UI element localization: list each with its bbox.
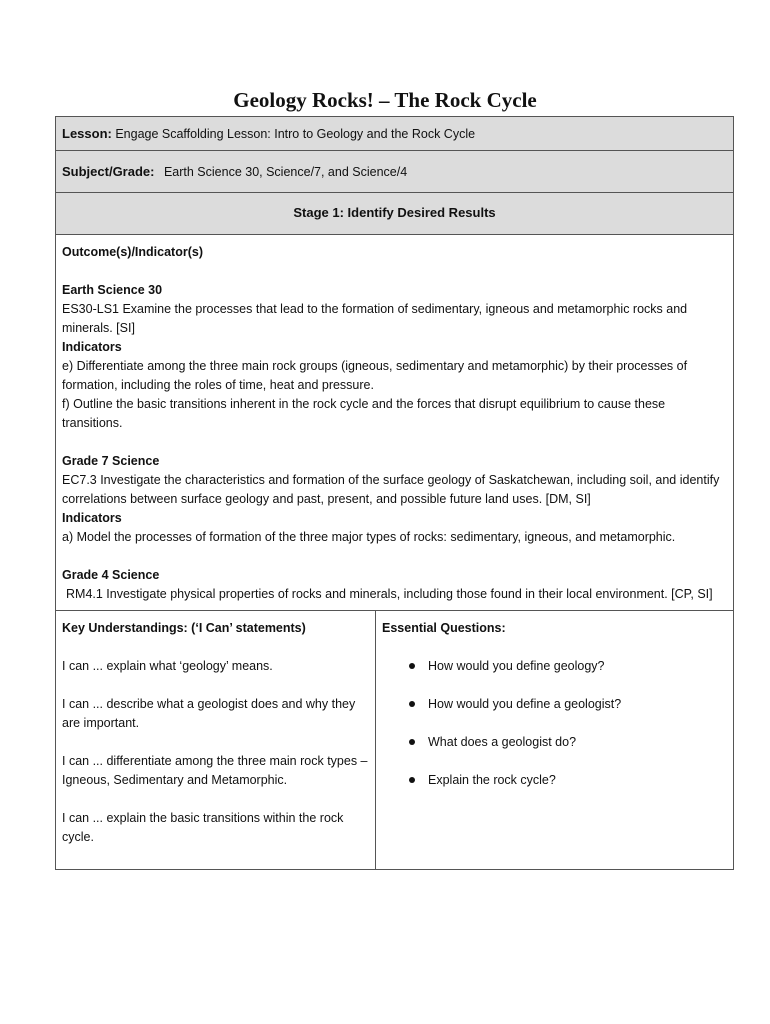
essential-questions-cell	[376, 611, 733, 869]
document-title: Geology Rocks! – The Rock Cycle	[233, 88, 537, 112]
grade7-indicators-label: Indicators	[62, 511, 122, 525]
earth-science-indicators-label: Indicators	[62, 340, 122, 354]
question-item	[382, 733, 727, 752]
earth-science-indicator-f: f) Outline the basic transitions inherent in the rock cycle and the forces that disrupt equilibrium to cause these transitions.	[62, 397, 666, 430]
lesson-row	[56, 117, 733, 151]
subject-grade-row	[56, 151, 733, 193]
lesson-label: Lesson:	[62, 126, 112, 141]
essential-questions-heading: Essential Questions:	[382, 621, 506, 635]
stage-heading-row	[56, 193, 733, 235]
grade4-outcome: RM4.1 Investigate physical properties of rocks and minerals, including those found in their local environment. [CP, SI]	[66, 587, 713, 601]
earth-science-indicator-e: e) Differentiate among the three main rock groups (igneous, sedimentary and metamorphic) by their processes of formation, including the roles of time, heat and pressure.	[62, 359, 688, 392]
understanding-item: I can ... describe what a geologist does and why they are important.	[62, 697, 356, 730]
key-understandings-heading: Key Understandings: (‘I Can’ statements)	[62, 621, 306, 635]
question-item	[382, 771, 727, 790]
bullet-icon	[409, 663, 415, 669]
earth-science-outcome: ES30-LS1 Examine the processes that lead to the formation of sedimentary, igneous and metamorphic rocks and minerals. [SI]	[62, 302, 688, 335]
bullet-icon	[409, 777, 415, 783]
key-understandings-cell	[56, 611, 376, 869]
subject-grade-value: Earth Science 30, Science/7, and Science/4	[163, 165, 408, 179]
lesson-value: Engage Scaffolding Lesson: Intro to Geology and the Rock Cycle	[115, 127, 476, 141]
essential-questions-list	[382, 657, 727, 790]
subject-grade-label: Subject/Grade:	[62, 164, 155, 179]
understandings-questions-row	[56, 611, 733, 869]
grade7-title: Grade 7 Science	[62, 454, 160, 468]
outcomes-section	[56, 235, 733, 611]
lesson-plan-table	[55, 116, 734, 870]
grade7-indicator-a: a) Model the processes of formation of the three major types of rocks: sedimentary, igneous, and metamorphic.	[62, 530, 676, 544]
question-text: Explain the rock cycle?	[428, 773, 556, 787]
understanding-item: I can ... differentiate among the three main rock types – Igneous, Sedimentary and Metamorphic.	[62, 754, 368, 787]
understanding-item: I can ... explain the basic transitions within the rock cycle.	[62, 811, 344, 844]
grade7-outcome: EC7.3 Investigate the characteristics and formation of the surface geology of Saskatchewan, including soil, and identify correlations between surface geology and past, present, and possible future land uses. [DM, SI]	[62, 473, 720, 506]
understanding-item: I can ... explain what ‘geology’ means.	[62, 659, 273, 673]
question-item	[382, 695, 727, 714]
question-item	[382, 657, 727, 676]
question-text: How would you define a geologist?	[428, 697, 622, 711]
stage-heading: Stage 1: Identify Desired Results	[293, 205, 496, 220]
grade4-title: Grade 4 Science	[62, 568, 160, 582]
earth-science-title: Earth Science 30	[62, 283, 163, 297]
bullet-icon	[409, 739, 415, 745]
bullet-icon	[409, 701, 415, 707]
question-text: What does a geologist do?	[428, 735, 577, 749]
question-text: How would you define geology?	[428, 659, 605, 673]
outcomes-heading: Outcome(s)/Indicator(s)	[62, 245, 203, 259]
